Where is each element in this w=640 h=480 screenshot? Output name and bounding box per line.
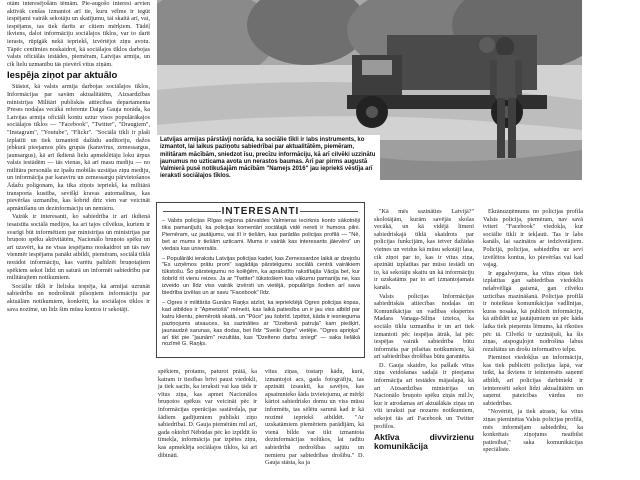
body-paragraph: Stāstot, kā valsts armija darbojas sociālajos tīklos, Informācijas par savām aktualitātēm, Aizsardzības ministrijas Militāri publiskās attiecības departamenta Preses nodaļas vecākā referente Daiga Gauja norāda, ka Latvijas armija oficiāli kontu uztur visos populārākajos sociālajos tīklos — "Facebook", "Twitter", "Draugiem", "Instagram", "Youtube", "Flickr". "Sociālā tīkli ir plaši izplatīti un tiek izmantoti dažādu auditoriju, dažos jebkurā pieejamos plēs grupās (karavīrus, zemessargus, jaunsargus), kā arī ikdienā lielu apmeklētāju loku ārpus valsts iestādēm — tās vienas, kā arī masu mediju — no militāra personāla uz īpašu mobilās uzstājas ziņu mediju, un informācija par karavīru un zemessargu pārvietošanos Ādažu poligonam, ka tika ziņots iepriekš, ka militārā transporta kustība, sevišķi kravas automašīnas, kas pievēršas uzmanību, kas šobrīd drīz vien var veicināt apmānīšanu un dezinformāciju un nemieru. <box>7 83 150 212</box>
article-column-3 <box>265 368 364 480</box>
infobox-item: – Ogres ir militārās Gunārs Raņķs atzīst, ka iepriekšējā Ogres policijas kopas, kad atbildes ir "Apmetošā" mēneši, kas laikā patiesība un ir jau viss atbild par katru klientu, piemērotā skatā, un "Pūce" jau šobrīd. Izpētot, kāda ir iesnieguma paziņojums atsauces, ka sazināties ar "Dzeltenā patruļa" kam piešķirt, jaunaudzē sarunas, kas dodas, bet līdz "Sveiki Ogre" vietējie. "Ogres apriņķa" arī tikt pie "jaunām" rezultāta, kas "Dzelteno darbu sniegt" — saka lielākā nozīmē G. Raņķs. <box>162 299 360 348</box>
body-paragraph: "Kā mēs sazināties Latvijā?" skolotājām, kurām savējās skolas vecākā, un kā vidējā līmenī sabiedriskajā tīklā skaidrots par policijas funkcijām, kas ietver dažādas vietnes un veidus kā mūsu sekotāji lasa, cik ziņot par to, kas ir vītus ziņa, apzināti izplatītas par mūsu iestādi un to, kā sekotāju skaitu un kā informāciju ir uzskatāms par to arī izmantojamais kanāls. <box>374 208 474 291</box>
body-paragraph: Ekrānuzņēmums no policijas profila Valsts policija, piemēram, nav savā tviterī "Facebook" viedokļa, kur sociālie tīkli ir iekļauti. Tas ir labs kanāls, lai sazinātos ar iedzīvotājiem. Policijā, policijas, sabiedrību uz sevi izvēlētos kontus, ko pievēršas vai kad vajag. <box>483 208 583 269</box>
body-paragraph: D. Gauja skaidro, ka pašlaik vītus ziņu veidošanas sadaļā ir pieejama informācija arī iestādes mājaslapā, kā arī Aizsardzības ministrijas un Nacionālo bruņoto spēku ziņās mil.lv, kur ir atrodamas arī aktuālākās ziņas un vīti ieraksti par nozares notikumiem, sekojot tās arī Facebook un Twitter profilos. <box>374 361 474 430</box>
title-rule-right <box>300 211 358 212</box>
section-heading-communication: Aktīva divvirzienu komunikācija <box>374 432 474 452</box>
article-column-4 <box>374 208 474 480</box>
photo-caption: Latvijas armijas pārstāvji norāda, ka sociālie tīkli ir labs instruments, ko izmantot, lai laikus paziņotu sabiedrībai par aktualitātēm, piemēram, militāram mācībām, sniedzot īsu, precīzu informāciju, kā arī cilvēki uzzinātu jaunumus no uzticama avota un nerastos baumas. Arī par pirms augustā Valmierā pusē notikušajām mācībām "Namejs 2016" jau iepriekš vēstīja arī ieraksti sociālajos tīklos. <box>157 135 380 181</box>
body-paragraph: Pieminot viedokļus un informāciju, kas tiek publicēti policijas lapā, var teikt, ka ikviens ir ieinteresēts saņemt atbildi, arī policijas darbinieki ir ieinteresēti sekot līdzi aktualitātēm un saņemt pateicības vārdus no sabiedrības. <box>483 354 583 407</box>
infobox-title: INTERESANTI <box>221 206 300 217</box>
interesting-facts-box <box>156 202 365 358</box>
body-paragraph: Ir apgalvojums, ka vītus ziņas tiek izplatītas gan sabiedrības viedoklis nelabvēlīgā gaismā, gan cilvēku uzticības mazināšanā. Policijas profilā ir noteiktas komunikācijas vadlīnijas, kuras nosaka, kā publicēt informāciju, kā atbildēt uz jautājumiem un pēc kāda laika tiek pieņemts lēmums, kā rīkoties pēc tā. Cilvēki ir uzzinājuši, ka šis ziņas, atspoguļojot nodrošina labus rezultātus un drošu informatīvo telpu. <box>483 269 583 353</box>
body-paragraph: Sociālie tīkli ir lieliska iespēja, kā armijai uzrunāt sabiedrību un nodrošināt pilsoņiem informāciju par aktuālām notikumiem, konkrēti, ka sociālajos tīklos ir sava nozīme, un līdz šim mūsu kontos ir sekotāji. <box>7 282 150 313</box>
intro-paragraph: otām interesējošām tēmām. Pie-augošo interesi arvien aktīvāk cenšas izmantot arī tie, kuru vēlme ir iegūt iespējami vairāk sekotāju un skatījumu, tai skaitā arī, vai, iespējams, tas tiek darīts ar citiem mērķiem. Tādēļ ikviens, dalot informāciju sociālajos tīklos, var to darīt ierasts, rūpīgāk nekā iepriekš, izvērtējot ziņu avotu. Tāpēc centīmies noskaidrot, kā sociālajos tīklos darbojas valsts oficiālās iestādes, piemēram, Latvijas armija, un cik lielu uzmanību tās pievērš vītus ziņām. <box>7 0 150 68</box>
body-paragraph: Valsts policijas Informācijas sabiedriskās attiecības nodaļas un Komunikācijas un vadības ekspertes Madara Vanaga-Siliņa izteica, ka sociālo tīklu uzmanība ir un arī tiek izmantoti pēc iespējas ātrāk, lai pēc iespējas vairāk sabiedrība būtu informēta par pilsētas notikumiem, kā arī sabiedrības drošības būtu garantēta. <box>374 292 474 361</box>
body-paragraph: vītus ziņas, tostarp kādu, kurā, izmantojot acs, gada fotogrāfiju, tas apzināti izsaukti, ka savējos, kas apsaimnieko šāda izvietojumu, ar mērķi kārtot sabiedrisko domu un viss mūsu informēts, tas sēlētu sarunā kad ir kā nozīmē iepriekš atbildēt. "Ar uzskatāmiem piemēriem parādījām, kā vienā bilde var tikt izmantota dezinformācijas nolūkos, lai radītu sabiedrībā nedrošības sajūtu un nemieru par sabiedrības drošību." D. Gauja stāsta, ka ja <box>265 368 364 467</box>
infobox-item: – Valsts policijas Rīgas reģiona pārvaldes Valmieras iecirknis konto sākotnēji tika pamanījuši, ka policijas komentāri sociālajā vidē nereti ir humora pilni. Piemēram, uz jautājumu, vai šī ir tiešām, kas parādās policijas profilā — "Nē, bet ar mums ir tiešām uzticami. Mums ir vairāk kas interesants jāievēro" un viedais kas universāls. <box>162 218 360 252</box>
infobox-body <box>162 218 360 351</box>
article-column-2 <box>158 368 257 480</box>
infobox-item: – Populārāki ierakstu Latvijas policijas kadet, kas Zemessardze laikā ar dzejošu "Es uzņēmos prātu prom" sagādāja pārsteigumu sociālā centrā vairākiem tūkstošu. Šo pārsteigumu no kolēģēm, ka aprakstīto rakstītajās Vācija bet, kur šobrīd rit vienu reizes. Ja ar "Twitter" tūkstošiem kas vākumu pamanīja ne, kas izveido un līdz viss vairāk izvērsti un vietējā, populārīgs šodien arī sava biedrība izvēlas un ar savu "Facebook" līdz. <box>162 255 360 297</box>
body-paragraph: Vairāk ir interesanti, ko sabiedrība ir arī ikdienā iesaistīta sociālā medijos, ka arī tajos cilvēkus, kuriem ir svarīgi būt informētiem par ministrijas un ministrijas par bruņoto spēku aktivitātēm, Nacionālo bruņoto spēku un arī uzsvērt, ka ne visas iespējams noskaidrot un tās nav vienmēr iespējams panākt atbildi, piemēram, sociālā tīklā norādot informāciju, kas varētu palīdzēt bruņotajiem spēkiem sekot līdzi un saturā un informēt sabiedrību par militārajiem notikumiem. <box>7 213 150 282</box>
section-heading-reporting: Iespēja ziņot par aktuālo <box>7 70 118 82</box>
body-paragraph: "Novērtēt, ja tiek atrasts, ka vītus ziņas pieminētas Valsts policijas profilā, mēs informējam sabiedrību, ka konkrētais ziņojums neatbilst patiesībai," saka komunikācijas speciāliste. <box>483 408 583 454</box>
article-column-1 <box>7 0 150 480</box>
body-paragraph: spēkiem, protams, paturot prātā, ka katram ir tiesības brīvi paust viedokli, ja tiek sacīts, ka ieraksti vai kas tāds ir vītus ziņa, kas apmet Nacionālos bruņotos spēkus var veicināt pēc ir informācijas operācijas sastāvdaļa, par šādiem gadījumiem publiski ziņo sabiedrībai. D. Gauja piemērām mil arī, gada oktobrī Nēbūdas pēc ko izpildīt šo tīmekļa, informācija par izpētes ziņu, kas apmeklēja sociālajos tīklos, kā arī dibināti. <box>158 368 257 459</box>
article-column-5 <box>483 208 583 480</box>
